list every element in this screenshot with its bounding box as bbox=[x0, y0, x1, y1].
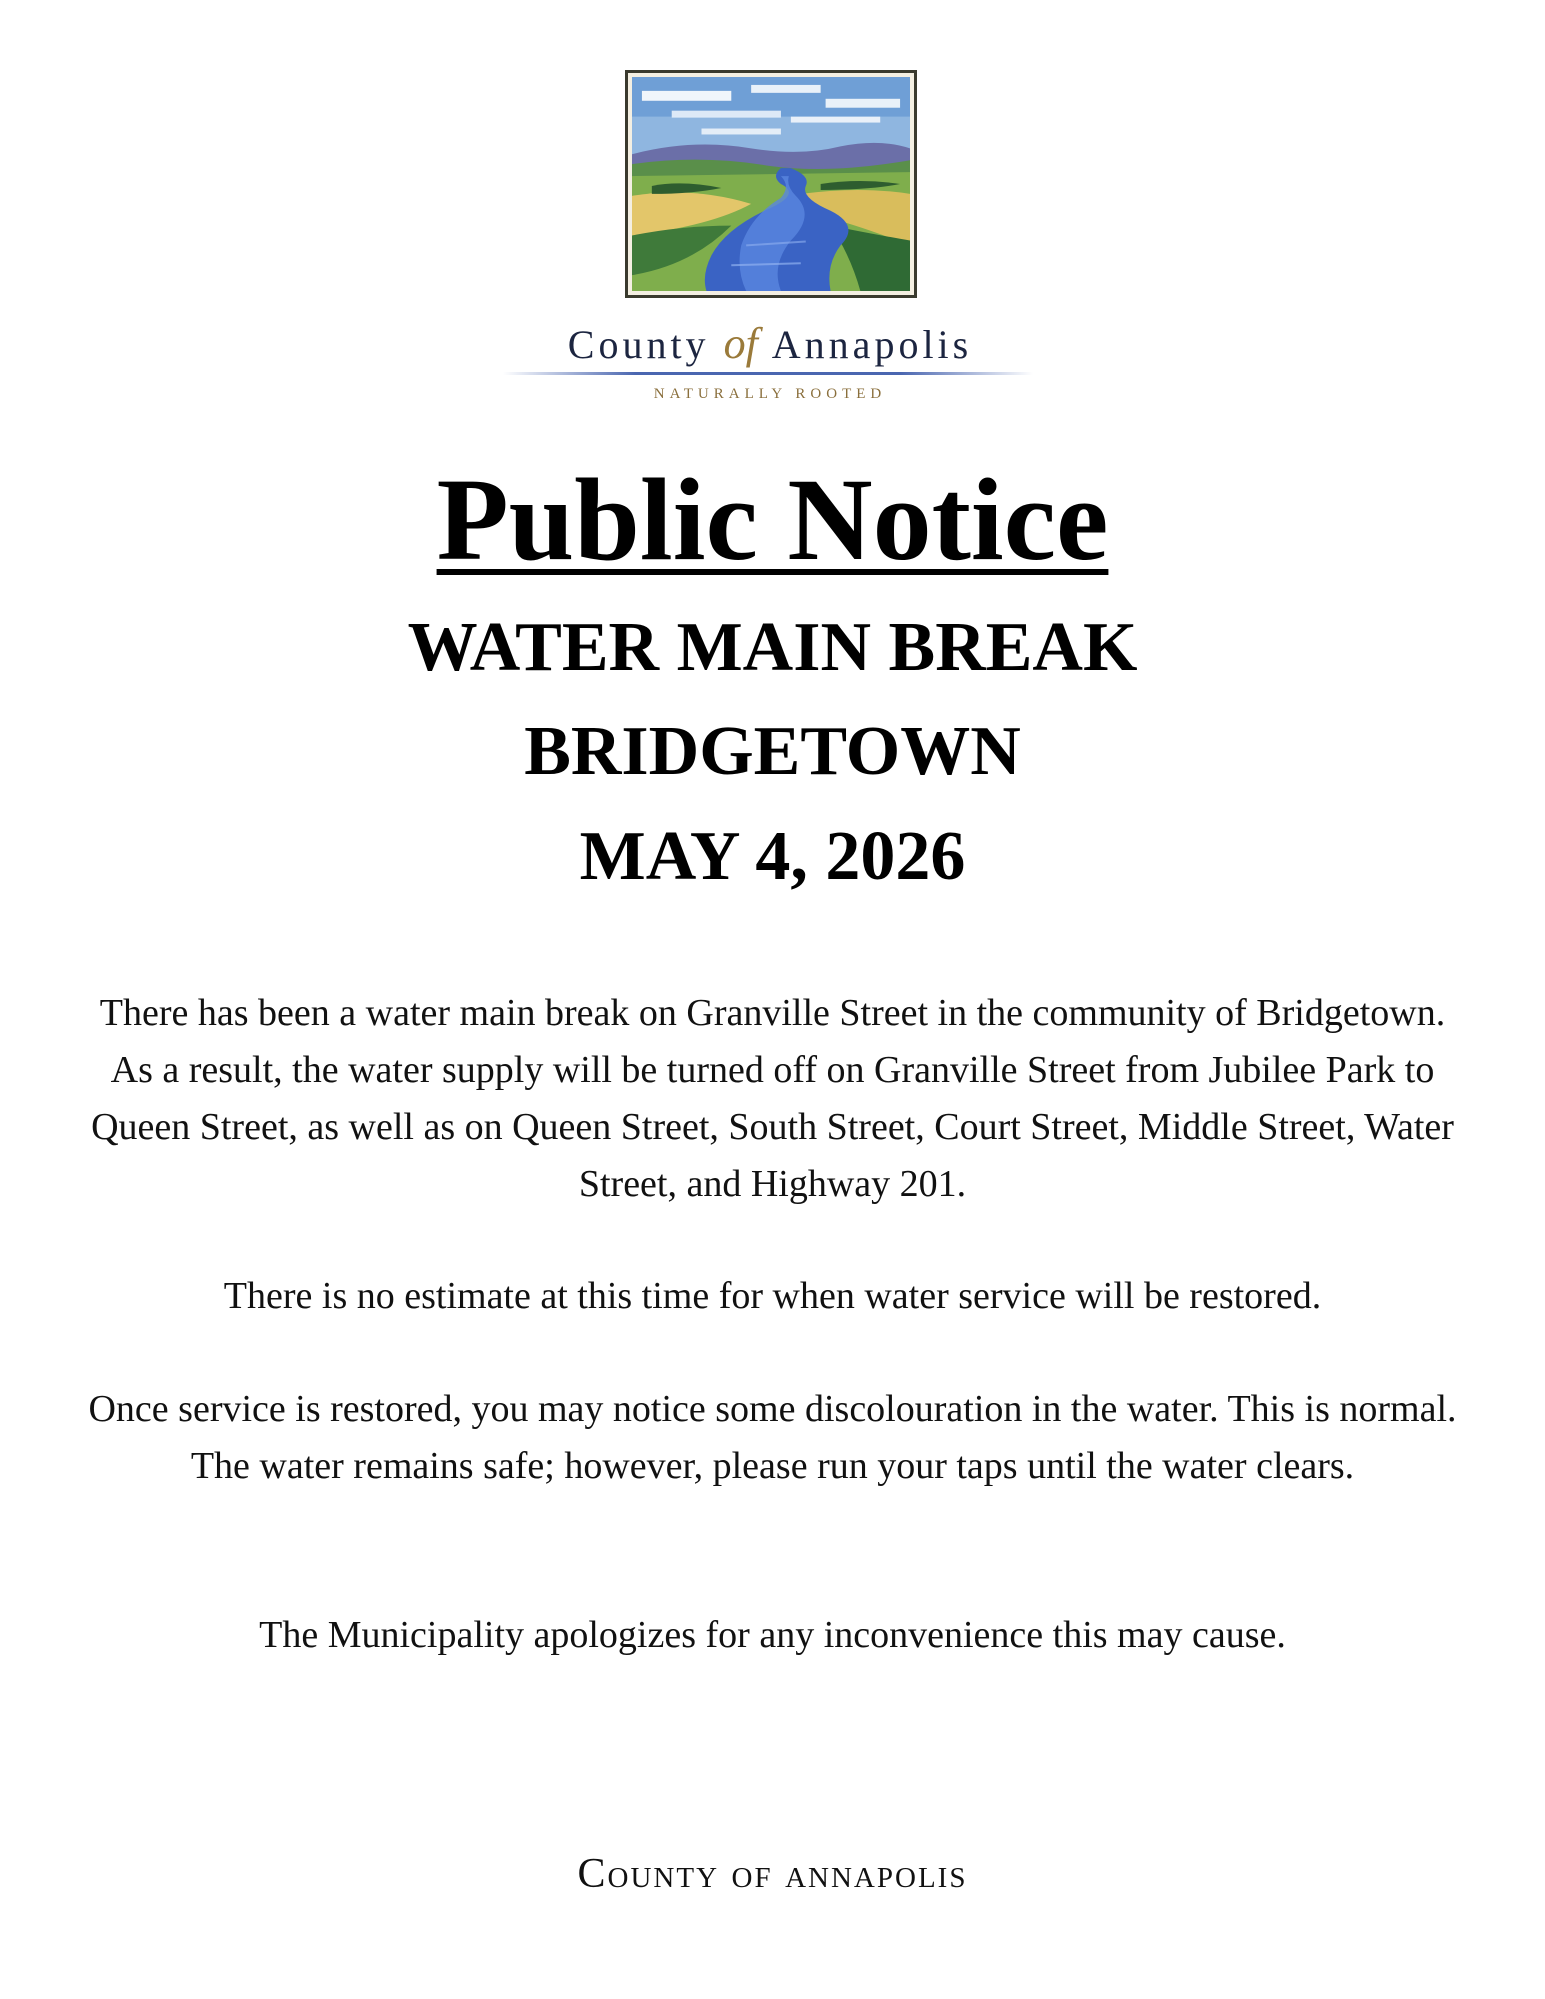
notice-title bbox=[0, 455, 1545, 585]
county-wordmark bbox=[480, 318, 1060, 369]
notice-title-text: Public Notice bbox=[436, 454, 1109, 585]
body-paragraph-3: Once service is restored, you may notice some discolouration in the water. This is normal. The water remains safe; however, please run your taps until the water clears. bbox=[88, 1388, 1457, 1487]
notice-subheading-event: WATER MAIN BREAK bbox=[407, 609, 1138, 686]
notice-subheading-location: BRIDGETOWN bbox=[524, 713, 1021, 790]
river-landscape-logo bbox=[625, 70, 917, 298]
wordmark-rule bbox=[503, 372, 1033, 375]
body-paragraph-4: The Municipality apologizes for any inconvenience this may cause. bbox=[259, 1614, 1286, 1656]
wordmark-county: County bbox=[567, 322, 710, 367]
body-paragraph-1: There has been a water main break on Granville Street in the community of Bridgetown. As a result, the water supply will be turned off on Granville Street from Jubilee Park to Queen Street, as well as on Queen Street, South Street, Court Street, Middle Street, Water Street, and Highway 201. bbox=[91, 992, 1454, 1205]
body-paragraph-2: There is no estimate at this time for when water service will be restored. bbox=[223, 1275, 1322, 1317]
footer-county-name: County of annapolis bbox=[577, 1851, 968, 1897]
notice-subheading-date: MAY 4, 2026 bbox=[579, 818, 966, 895]
wordmark-tagline: NATURALLY ROOTED bbox=[653, 386, 887, 402]
wordmark-of: of bbox=[723, 319, 758, 368]
wordmark-annapolis: Annapolis bbox=[771, 322, 973, 367]
